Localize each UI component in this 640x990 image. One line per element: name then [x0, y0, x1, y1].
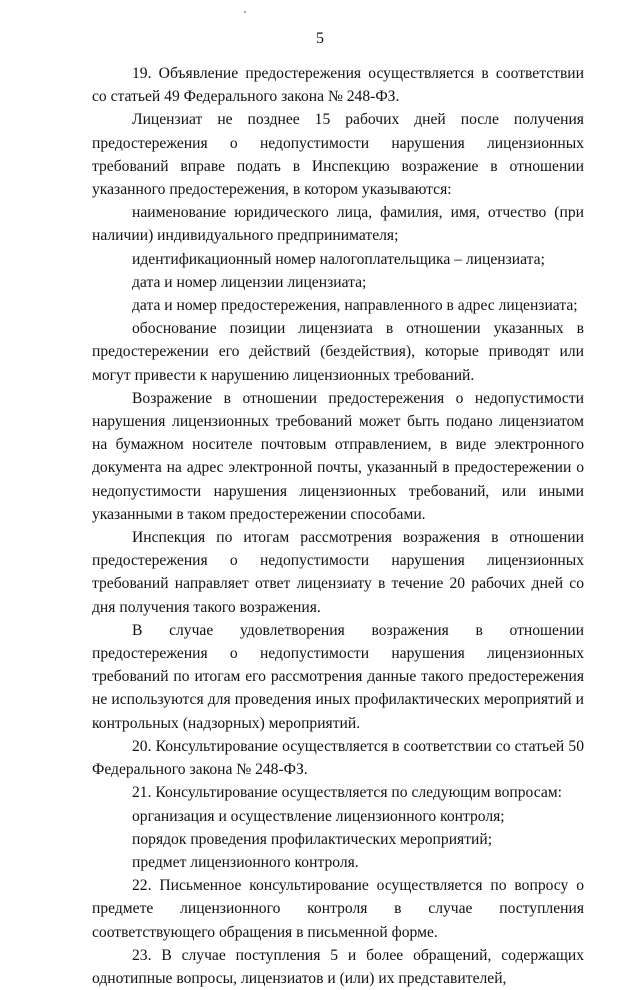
paragraph: 23. В случае поступления 5 и более обращений, содержащих однотипные вопросы, лицензиатов и (или) их представителей,	[92, 946, 584, 987]
document-body	[92, 62, 584, 990]
paragraph: обоснование позиции лицензиата в отношении указанных в предостережении его действий (бездействия), которые приводят или могут привести к нарушению лицензионных требований.	[92, 320, 584, 384]
paragraph: идентификационный номер налогоплательщика – лицензиата;	[132, 250, 545, 268]
paragraph: 22. Письменное консультирование осуществляется по вопросу о предмете лицензионного контроля в случае поступления соответствующего обращения в письменной форме.	[92, 877, 584, 941]
paragraph: предмет лицензионного контроля.	[132, 853, 359, 871]
paragraph: 21. Консультирование осуществляется по следующим вопросам:	[132, 784, 562, 802]
paragraph: 20. Консультирование осуществляется в соответствии со статьей 50 Федерального закона № 248-ФЗ.	[92, 737, 584, 779]
paragraph: порядок проведения профилактических мероприятий;	[132, 830, 493, 848]
page-number: 5	[316, 30, 324, 47]
paragraph: дата и номер лицензии лицензиата;	[132, 273, 367, 291]
paragraph: Лицензиат не позднее 15 рабочих дней после получения предостережения о недопустимости нарушения лицензионных требований вправе подать в Инспекцию возражение в отношении указанного предостережения, в котором указываются:	[92, 111, 584, 199]
scan-speck	[244, 11, 246, 13]
paragraph: организация и осуществление лицензионного контроля;	[132, 807, 505, 825]
paragraph: дата и номер предостережения, направленного в адрес лицензиата;	[132, 297, 578, 315]
paragraph: Возражение в отношении предостережения о недопустимости нарушения лицензионных требований может быть подано лицензиатом на бумажном носителе почтовым отправлением, в виде электронного документа на адрес электронной почты, указанный в предостережении о недопустимости нарушения лицензионных требований, или иными указанными в таком предостережении способами.	[92, 389, 584, 523]
paragraph: Инспекция по итогам рассмотрения возражения в отношении предостережения о недопустимости нарушения лицензионных требований направляет ответ лицензиату в течение 20 рабочих дней со дня получения такого возражения.	[92, 529, 584, 616]
paragraph: наименование юридического лица, фамилия, имя, отчество (при наличии) индивидуального предпринимателя;	[92, 204, 584, 245]
paragraph: В случае удовлетворения возражения в отношении предостережения о недопустимости нарушения лицензионных требований по итогам его рассмотрения данные такого предостережения не используются для проведения иных профилактических мероприятий и контрольных (надзорных) мероприятий.	[92, 621, 584, 732]
paragraph: 19. Объявление предостережения осуществляется в соответствии со статьей 49 Федерального закона № 248-ФЗ.	[92, 65, 584, 106]
